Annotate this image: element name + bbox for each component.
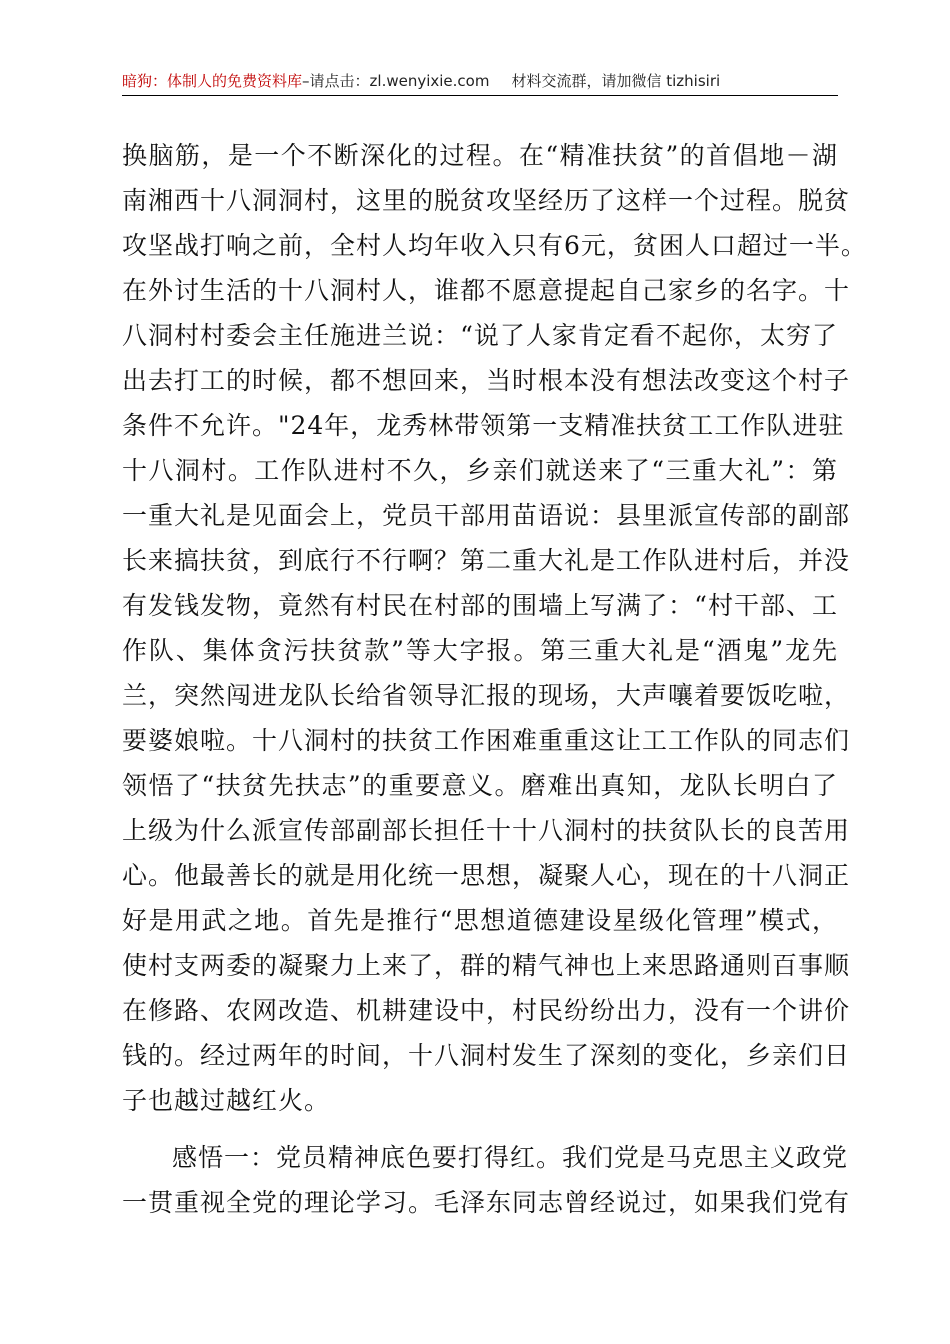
page-header bbox=[122, 70, 838, 92]
text-line: 一重大礼是见面会上，党员干部用苗语说：县里派宣传部的副部 bbox=[122, 501, 851, 530]
paragraph-1 bbox=[122, 133, 867, 1123]
text-line: 换脑筋，是一个不断深化的过程。在“精准扶贫”的首倡地－湖 bbox=[122, 141, 838, 170]
text-line: 钱的。经过两年的时间，十八洞村发生了深刻的变化，乡亲们日 bbox=[122, 1041, 851, 1070]
header-url-link[interactable]: zl.wenyixie.com bbox=[369, 72, 490, 90]
text-line: 在外讨生活的十八洞村人，谁都不愿意提起自己家乡的名字。十 bbox=[122, 276, 851, 305]
text-line: 条件不允许。"24年，龙秀林带领第一支精准扶贫工工作队进驻 bbox=[122, 411, 845, 440]
text-line: 南湘西十八洞洞村，这里的脱贫攻坚经历了这样一个过程。脱贫 bbox=[122, 186, 851, 215]
text-line: 有发钱发物，竟然有村民在村部的围墙上写满了：“村干部、工 bbox=[122, 591, 838, 620]
text-line: 在修路、农网改造、机耕建设中，村民纷纷出力，没有一个讲价 bbox=[122, 996, 851, 1025]
text-line: 八洞村村委会主任施进兰说：“说了人家肯定看不起你，太穷了 bbox=[122, 321, 838, 350]
document-body bbox=[122, 133, 867, 1225]
text-line: 十八洞村。工作队进村不久，乡亲们就送来了“三重大礼”：第 bbox=[122, 456, 838, 485]
text-line: 感悟一：党员精神底色要打得红。我们党是马克思主义政党 bbox=[172, 1143, 849, 1172]
text-line: 作队、集体贪污扶贫款”等大字报。第三重大礼是“酒鬼”龙先 bbox=[122, 636, 838, 665]
text-line: 要婆娘啦。十八洞村的扶贫工作困难重重这让工工作队的同志们 bbox=[122, 726, 851, 755]
text-line: 长来搞扶贫，到底行不行啊？第二重大礼是工作队进村后，并没 bbox=[122, 546, 851, 575]
text-line: 一贯重视全党的理论学习。毛泽东同志曾经说过，如果我们党有 bbox=[122, 1188, 851, 1217]
text-line: 上级为什么派宣传部副部长担任十十八洞村的扶贫队长的良苦用 bbox=[122, 816, 851, 845]
text-line: 领悟了“扶贫先扶志”的重要意义。磨难出真知，龙队长明白了 bbox=[122, 771, 838, 800]
text-line: 出去打工的时候，都不想回来，当时根本没有想法改变这个村子 bbox=[122, 366, 851, 395]
text-line: 攻坚战打响之前，全村人均年收入只有6元，贫困人口超过一半。 bbox=[122, 231, 867, 260]
header-divider bbox=[122, 95, 838, 96]
text-line: 使村支两委的凝聚力上来了，群的精气神也上来思路通则百事顺 bbox=[122, 951, 851, 980]
header-click-prompt: –请点击： bbox=[302, 72, 370, 90]
text-line: 兰，突然闯进龙队长给省领导汇报的现场，大声嚷着要饭吃啦， bbox=[122, 681, 851, 710]
header-group-text: 材料交流群，请加微信 tizhisiri bbox=[511, 72, 721, 90]
paragraph-2 bbox=[122, 1135, 851, 1225]
text-line: 好是用武之地。首先是推行“思想道德建设星级化管理”模式， bbox=[122, 906, 838, 935]
text-line: 心。他最善长的就是用化统一思想，凝聚人心，现在的十八洞正 bbox=[122, 861, 851, 890]
header-brand: 暗狗：体制人的免费资料库 bbox=[122, 72, 303, 90]
text-line: 子也越过越红火。 bbox=[122, 1086, 331, 1115]
